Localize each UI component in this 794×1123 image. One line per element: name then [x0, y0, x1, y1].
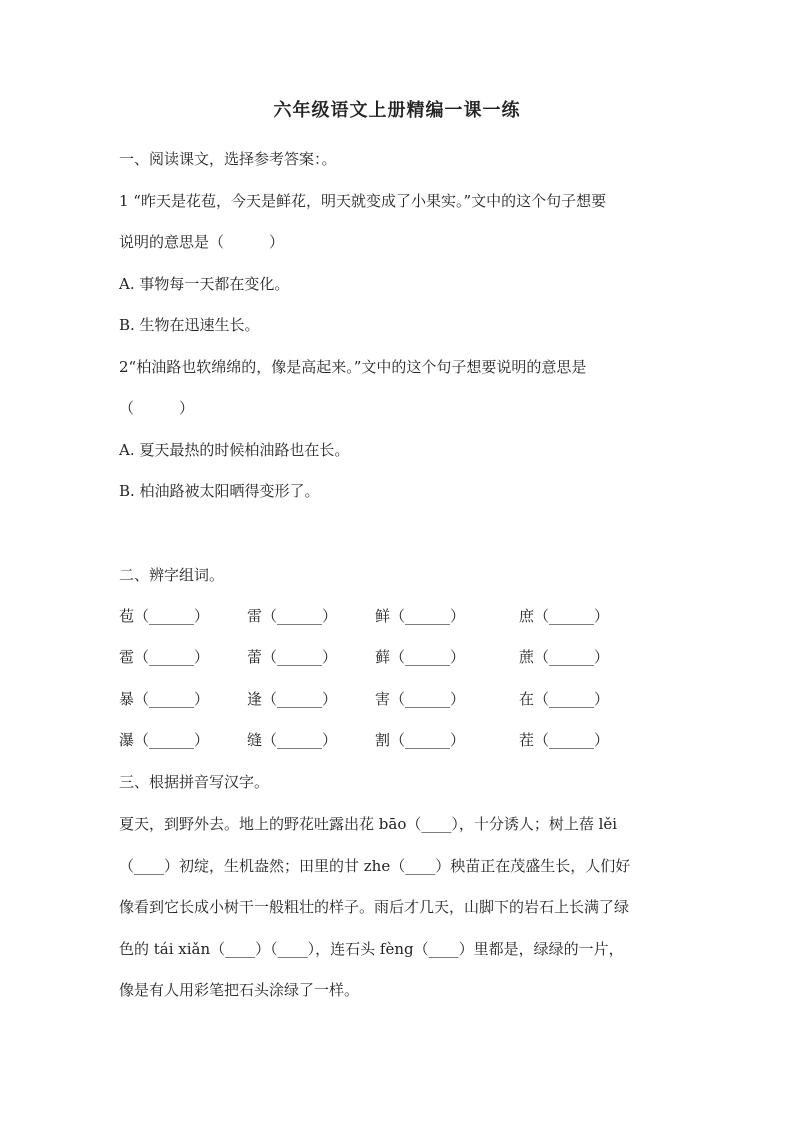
word-item: 逢（______）	[247, 690, 338, 708]
word-item: 缝（______）	[247, 731, 338, 749]
word-item: 藓（______）	[375, 648, 466, 666]
paragraph-line: （____）初绽，生机盎然；田里的甘 zhe（____）秧苗正在茂盛生长，人们好	[119, 857, 631, 875]
word-item: 害（______）	[375, 690, 466, 708]
question2-line2: （ ）	[119, 399, 195, 417]
paragraph-line: 色的 tái xiǎn（____）（____），连石头 fèng（____）里都是，绿绿的一片，	[119, 940, 624, 958]
question2-option-b: B. 柏油路被太阳晒得变形了。	[119, 482, 320, 500]
word-item: 苞（______）	[119, 607, 210, 625]
word-item: 蕾（______）	[247, 648, 338, 666]
paragraph-line: 像看到它长成小树干一般粗壮的样子。雨后才几天，山脚下的岩石上长满了绿	[119, 898, 630, 916]
page-title: 六年级语文上册精编一课一练	[273, 100, 521, 121]
question2-line1: 2“柏油路也软绵绵的，像是高起来。”文中的这个句子想要说明的意思是	[119, 358, 587, 376]
word-item: 暴（______）	[119, 690, 210, 708]
word-item: 蔗（______）	[519, 648, 610, 666]
question1-line1: 1 “昨天是花苞，今天是鲜花，明天就变成了小果实。”文中的这个句子想要	[119, 192, 607, 210]
word-item: 庶（______）	[519, 607, 610, 625]
section1-heading: 一、阅读课文，选择参考答案：。	[119, 150, 337, 168]
word-item: 在（______）	[519, 690, 610, 708]
word-item: 割（______）	[375, 731, 466, 749]
question2-option-a: A. 夏天最热的时候柏油路也在长。	[119, 441, 350, 459]
section2-heading: 二、辨字组词。	[119, 566, 225, 584]
question1-option-b: B. 生物在迅速生长。	[119, 316, 260, 334]
paragraph-line: 夏天，到野外去。地上的野花吐露出花 bāo（____），十分诱人；树上蓓 lěi	[119, 815, 618, 833]
section3-heading: 三、根据拼音写汉字。	[119, 773, 270, 791]
paragraph-line: 像是有人用彩笔把石头涂绿了一样。	[119, 981, 360, 999]
word-item: 雹（______）	[119, 648, 210, 666]
word-item: 瀑（______）	[119, 731, 210, 749]
word-item: 茬（______）	[519, 731, 610, 749]
word-item: 鲜（______）	[375, 607, 466, 625]
question1-line2: 说明的意思是（ ）	[119, 233, 285, 251]
question1-option-a: A. 事物每一天都在变化。	[119, 275, 290, 293]
word-item: 雷（______）	[247, 607, 338, 625]
